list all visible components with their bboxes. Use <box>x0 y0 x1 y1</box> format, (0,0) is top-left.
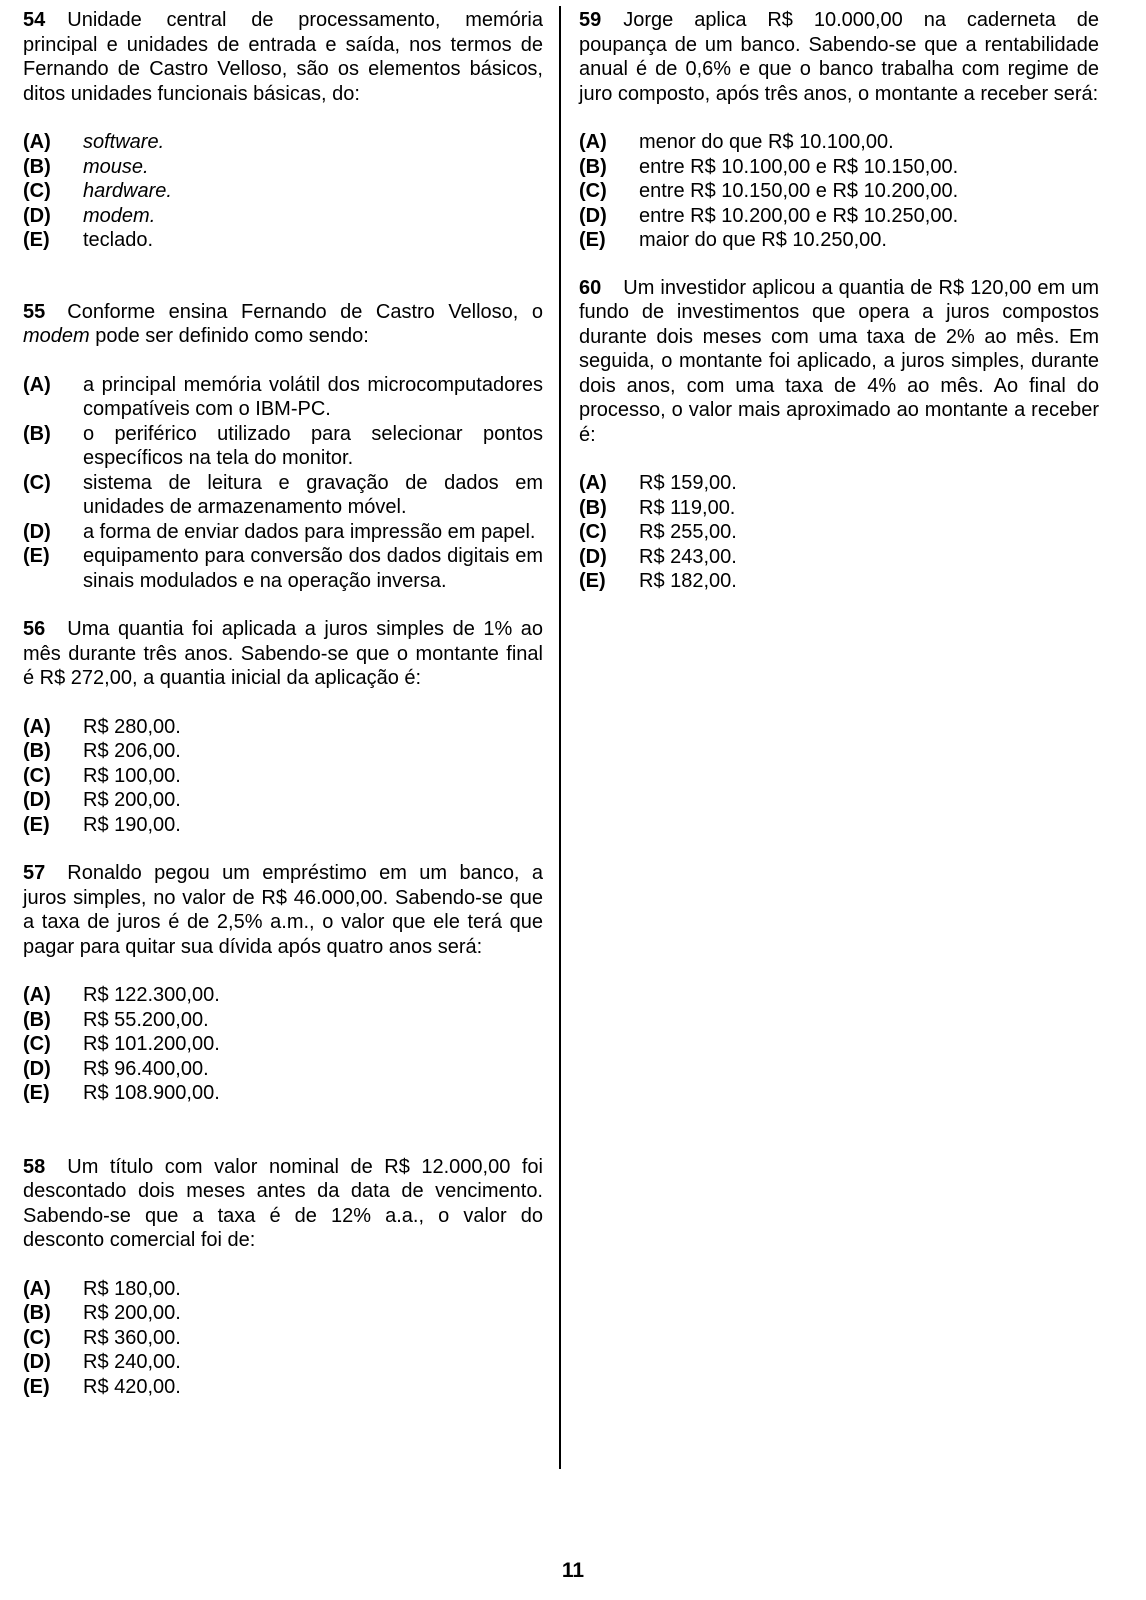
option-letter: (C) <box>23 471 51 494</box>
option-d <box>23 788 543 813</box>
options-list <box>23 130 543 253</box>
option-e <box>23 228 543 253</box>
option-letter: (B) <box>23 422 51 445</box>
option-d <box>23 1057 543 1082</box>
option-letter: (D) <box>23 204 51 227</box>
option-e <box>579 228 1099 253</box>
option-letter: (B) <box>23 1302 51 1324</box>
right-column <box>579 8 1099 594</box>
options-list <box>23 1277 543 1400</box>
option-text: R$ 360,00. <box>83 1326 181 1349</box>
option-text: R$ 200,00. <box>83 789 181 811</box>
option-e <box>23 1375 543 1400</box>
option-letter: (B) <box>23 155 51 178</box>
option-text: entre R$ 10.150,00 e R$ 10.200,00. <box>639 180 959 202</box>
option-letter: (E) <box>579 570 606 592</box>
option-text: teclado. <box>83 229 154 251</box>
left-column <box>23 8 543 1399</box>
option-letter: (D) <box>23 789 51 811</box>
option-text: equipamento para conversão dos dados digitais em sinais modulados e na operação inversa. <box>83 545 543 592</box>
option-letter: (D) <box>579 545 607 568</box>
question-stem <box>23 861 543 959</box>
option-text: a forma de enviar dados para impressão em papel. <box>83 520 536 543</box>
option-e <box>579 569 1099 594</box>
options-list <box>579 471 1099 594</box>
option-letter: (C) <box>23 1033 51 1055</box>
option-letter: (A) <box>23 373 51 396</box>
option-letter: (C) <box>23 1326 51 1349</box>
option-c <box>23 764 543 789</box>
option-letter: (A) <box>579 472 607 494</box>
option-text: R$ 108.900,00. <box>83 1082 220 1104</box>
question-number: 56 <box>23 618 46 640</box>
option-letter: (E) <box>23 1375 50 1398</box>
option-text: menor do que R$ 10.100,00. <box>639 131 894 153</box>
option-letter: (C) <box>23 764 51 787</box>
question-60 <box>579 276 1099 594</box>
column-divider <box>559 6 561 1469</box>
option-text: R$ 206,00. <box>83 740 181 762</box>
option-text: R$ 100,00. <box>83 764 181 787</box>
option-letter: (A) <box>23 984 51 1006</box>
option-letter: (B) <box>23 1008 51 1031</box>
question-text: pode ser definido como sendo: <box>89 325 369 347</box>
question-text: Conforme ensina Fernando de Castro Velloso, o <box>67 300 543 323</box>
question-number: 60 <box>579 276 602 299</box>
question-stem <box>579 8 1099 106</box>
question-stem <box>23 300 543 349</box>
option-a <box>23 715 543 740</box>
option-letter: (E) <box>579 229 606 251</box>
option-e <box>23 813 543 838</box>
question-text: Um título com valor nominal de R$ 12.000,00 foi descontado dois meses antes da data de vencimento. Sabendo-se que a taxa é de 12% a.a., o valor do desconto comercial foi de: <box>23 1155 543 1251</box>
option-text: R$ 182,00. <box>639 570 737 592</box>
option-text: maior do que R$ 10.250,00. <box>639 229 887 251</box>
question-text: Jorge aplica R$ 10.000,00 na caderneta de poupança de um banco. Sabendo-se que a rentabilidade anual é de 0,6% e que o banco trabalha com regime de juro composto, após três anos, o montante a receber será: <box>579 9 1099 105</box>
option-letter: (E) <box>23 229 50 251</box>
option-text: R$ 240,00. <box>83 1351 181 1373</box>
question-text: Um investidor aplicou a quantia de R$ 120,00 em um fundo de investimentos que opera a juros compostos durante dois meses com uma taxa de 2% ao mês. Em seguida, o montante foi aplicado, a juros simples, durante dois anos, com uma taxa de 4% ao mês. Ao final do processo, o valor mais aproximado ao montante a receber é: <box>579 276 1099 446</box>
option-text: software. <box>83 131 165 153</box>
option-a <box>579 130 1099 155</box>
question-text: Ronaldo pegou um empréstimo em um banco, a juros simples, no valor de R$ 46.000,00. Sabendo-se que a taxa de juros é de 2,5% a.m., o valor que ele terá que pagar para quitar sua dívida após quatro anos será: <box>23 862 543 958</box>
option-c <box>23 471 543 520</box>
question-59 <box>579 8 1099 253</box>
option-letter: (E) <box>23 813 50 836</box>
option-b <box>23 155 543 180</box>
option-b <box>579 155 1099 180</box>
option-letter: (C) <box>23 180 51 202</box>
question-54 <box>23 8 543 253</box>
question-stem <box>579 276 1099 448</box>
option-c <box>579 179 1099 204</box>
question-number: 59 <box>579 9 602 31</box>
option-a <box>579 471 1099 496</box>
option-b <box>23 1301 543 1326</box>
question-stem <box>23 8 543 106</box>
option-text: sistema de leitura e gravação de dados em unidades de armazenamento móvel. <box>83 471 543 518</box>
option-letter: (D) <box>23 520 51 543</box>
option-a <box>23 373 543 422</box>
option-text: a principal memória volátil dos microcomputadores compatíveis com o IBM-PC. <box>83 373 543 420</box>
option-letter: (B) <box>579 496 607 519</box>
option-text: R$ 119,00. <box>639 496 736 519</box>
question-56 <box>23 617 543 837</box>
option-text: R$ 280,00. <box>83 715 181 738</box>
option-letter: (D) <box>23 1351 51 1373</box>
option-text: hardware. <box>83 180 172 202</box>
question-55 <box>23 300 543 594</box>
question-58 <box>23 1155 543 1400</box>
option-letter: (D) <box>23 1057 51 1080</box>
option-text: R$ 420,00. <box>83 1375 181 1398</box>
option-letter: (D) <box>579 204 607 227</box>
option-c <box>579 520 1099 545</box>
option-text: R$ 122.300,00. <box>83 984 220 1006</box>
option-a <box>23 983 543 1008</box>
option-d <box>23 1350 543 1375</box>
options-list <box>579 130 1099 253</box>
question-stem <box>23 617 543 691</box>
option-text: R$ 200,00. <box>83 1302 181 1324</box>
question-text: Uma quantia foi aplicada a juros simples de 1% ao mês durante três anos. Sabendo-se que o montante final é R$ 272,00, a quantia inicial da aplicação é: <box>23 618 543 689</box>
option-letter: (A) <box>23 715 51 738</box>
option-letter: (B) <box>579 155 607 178</box>
option-b <box>23 739 543 764</box>
option-letter: (C) <box>579 521 607 543</box>
option-letter: (B) <box>23 740 51 762</box>
question-number: 54 <box>23 9 46 31</box>
options-list <box>23 715 543 838</box>
option-letter: (A) <box>23 1277 51 1300</box>
option-text: R$ 159,00. <box>639 472 737 494</box>
option-e <box>23 544 543 593</box>
option-text: entre R$ 10.100,00 e R$ 10.150,00. <box>639 155 959 178</box>
option-a <box>23 130 543 155</box>
option-letter: (E) <box>23 545 50 567</box>
question-stem <box>23 1155 543 1253</box>
option-a <box>23 1277 543 1302</box>
option-text: R$ 180,00. <box>83 1277 181 1300</box>
option-text: R$ 96.400,00. <box>83 1057 209 1080</box>
option-text: entre R$ 10.200,00 e R$ 10.250,00. <box>639 204 959 227</box>
option-letter: (A) <box>23 131 51 153</box>
page-number: 11 <box>561 1559 585 1582</box>
question-number: 58 <box>23 1155 46 1178</box>
option-e <box>23 1081 543 1106</box>
option-text: R$ 101.200,00. <box>83 1033 220 1055</box>
option-d <box>579 545 1099 570</box>
question-57 <box>23 861 543 1106</box>
option-letter: (C) <box>579 180 607 202</box>
option-c <box>23 1326 543 1351</box>
question-text: Unidade central de processamento, memória principal e unidades de entrada e saída, nos termos de Fernando de Castro Velloso, são os elementos básicos, ditos unidades funcionais básicas, do: <box>23 9 543 105</box>
option-c <box>23 1032 543 1057</box>
option-text: R$ 55.200,00. <box>83 1008 209 1031</box>
question-number: 57 <box>23 862 46 884</box>
option-text: o periférico utilizado para selecionar pontos específicos na tela do monitor. <box>83 422 543 469</box>
question-text-italic: modem <box>23 325 90 347</box>
option-b <box>23 1008 543 1033</box>
option-letter: (A) <box>579 131 607 153</box>
option-text: R$ 255,00. <box>639 521 737 543</box>
option-text: R$ 243,00. <box>639 545 737 568</box>
question-number: 55 <box>23 300 46 323</box>
option-c <box>23 179 543 204</box>
option-d <box>23 204 543 229</box>
option-text: modem. <box>83 204 156 227</box>
option-b <box>579 496 1099 521</box>
option-d <box>579 204 1099 229</box>
option-text: mouse. <box>83 155 149 178</box>
options-list <box>23 983 543 1106</box>
options-list <box>23 373 543 594</box>
option-text: R$ 190,00. <box>83 813 181 836</box>
option-d <box>23 520 543 545</box>
option-letter: (E) <box>23 1082 50 1104</box>
option-b <box>23 422 543 471</box>
